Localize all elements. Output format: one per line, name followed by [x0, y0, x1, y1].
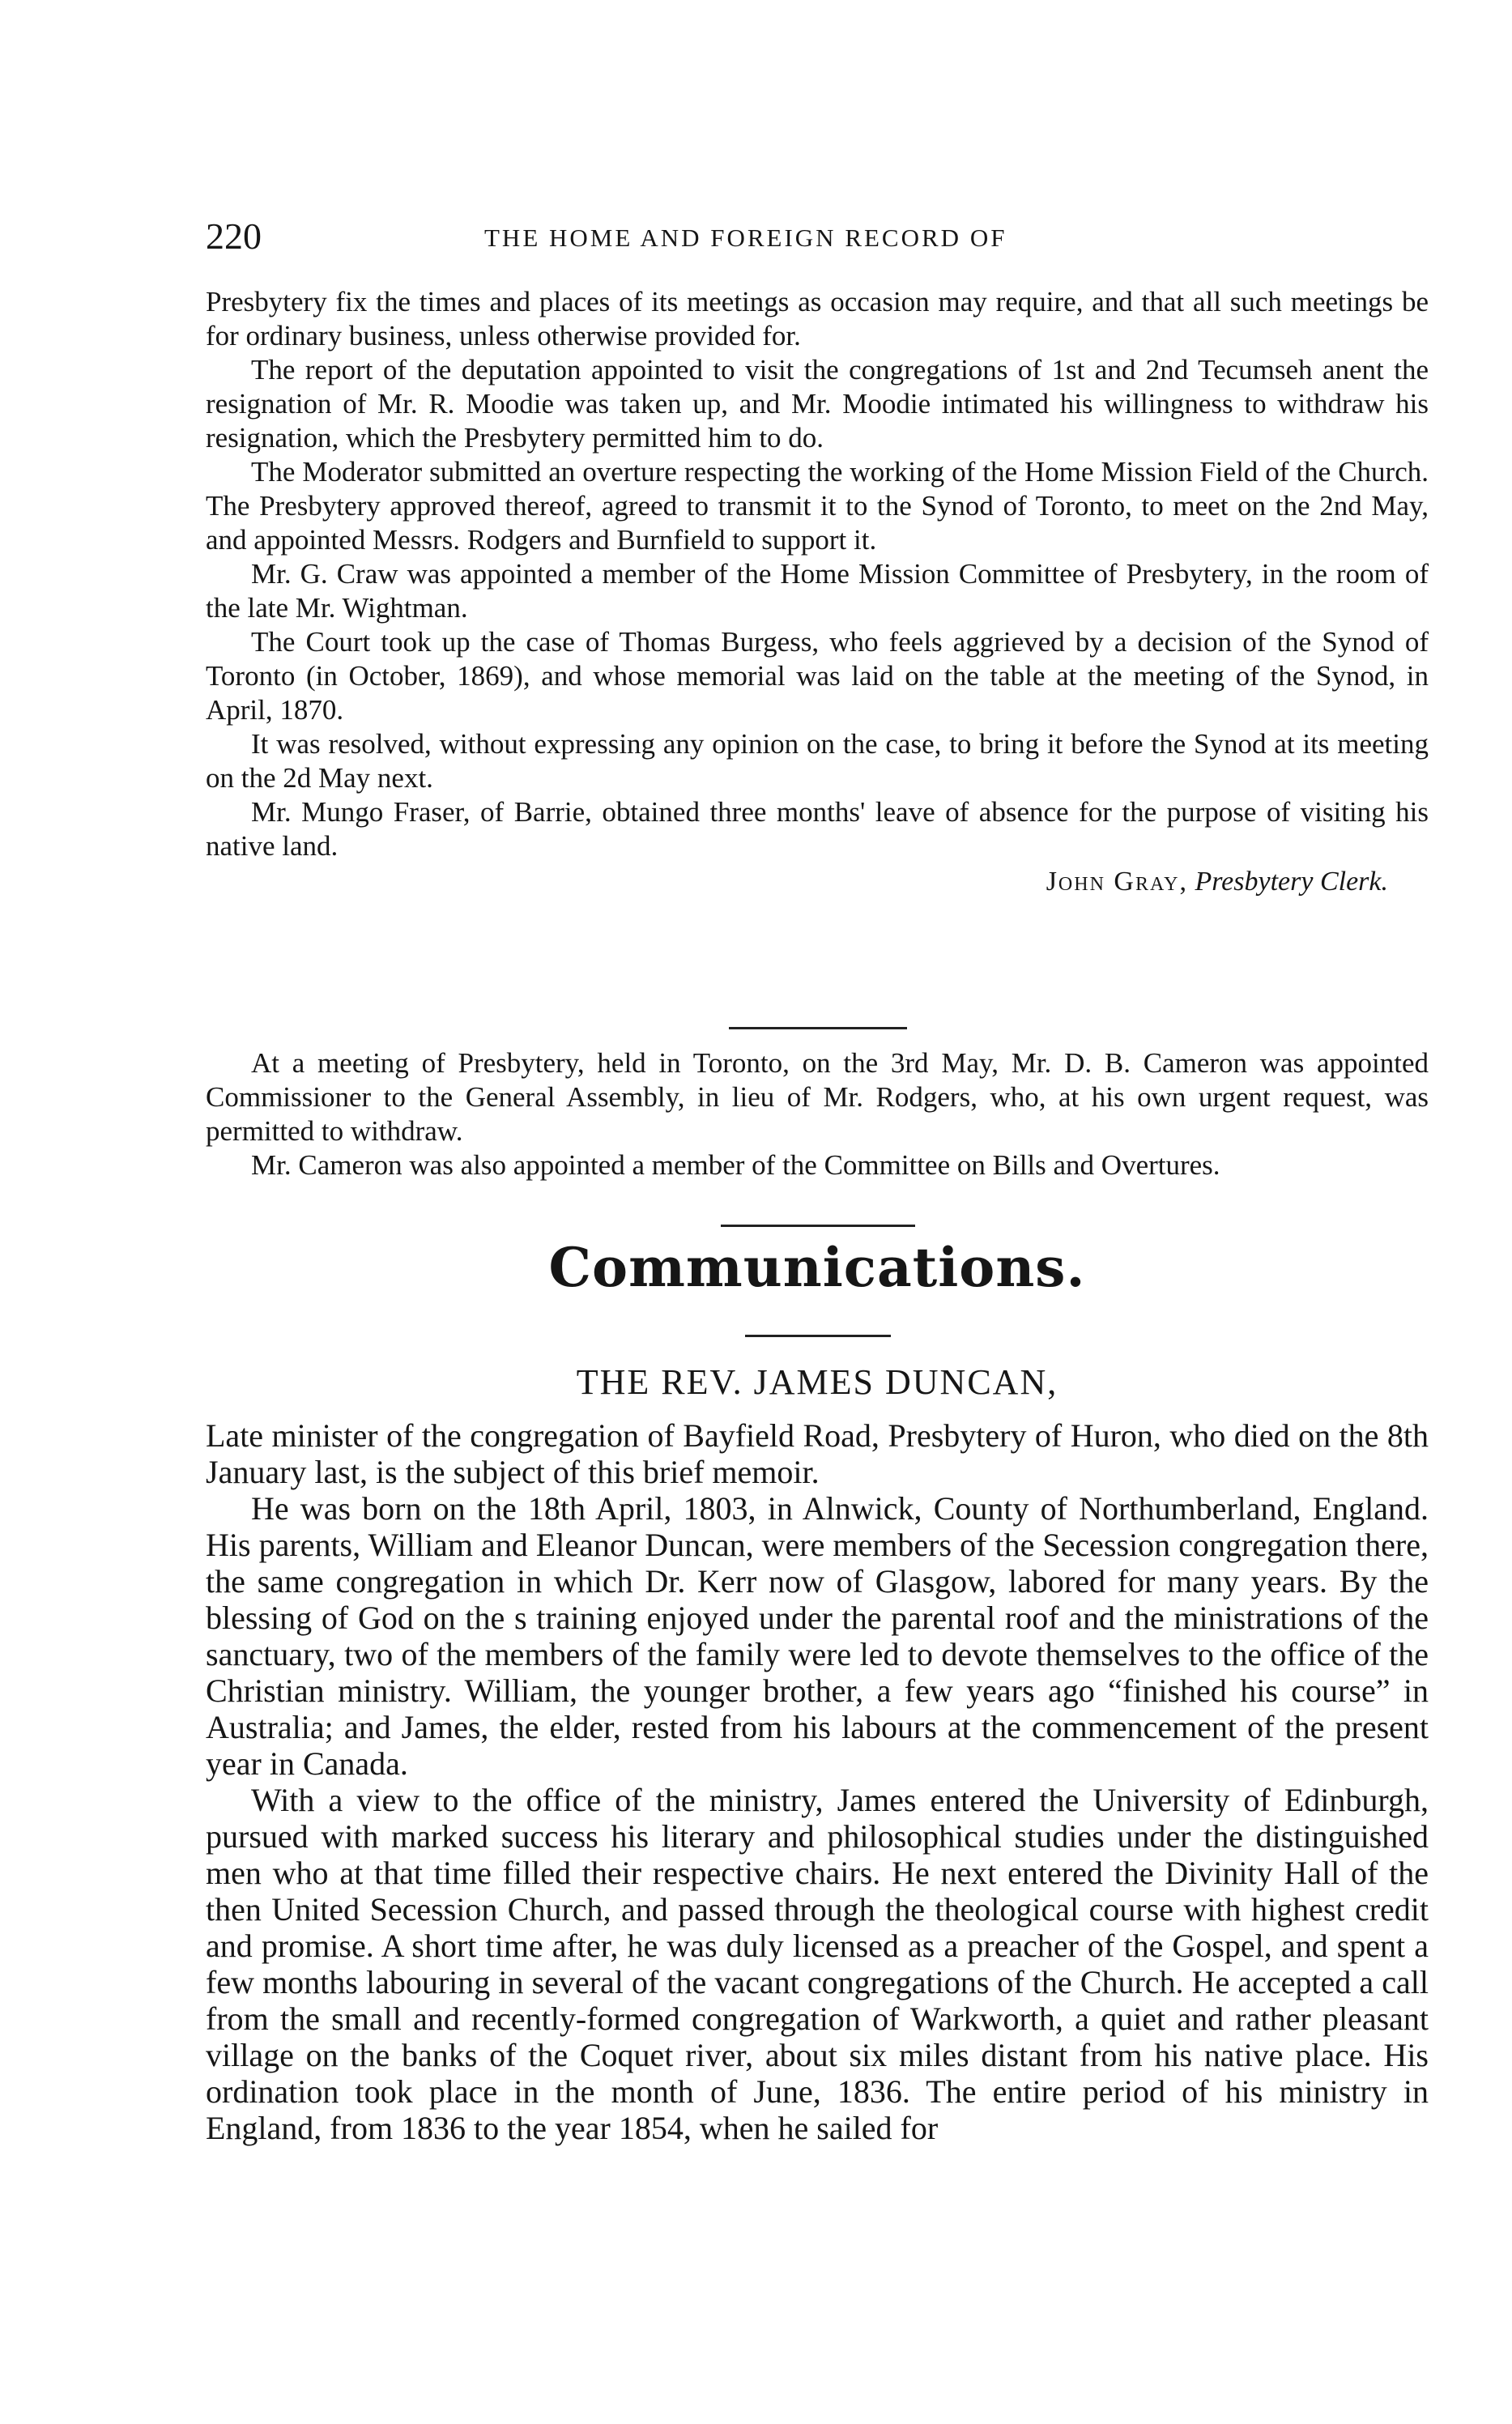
section-heading: Communications. — [548, 1236, 1086, 1299]
memoir-paragraph: With a view to the office of the ministry, James entered the University of Edinburgh, pursued with marked success his literary and philosophical studies under the distinguished men who at that time filled their respective chairs. He next entered the Divinity Hall of the then United Secession Church, and passed through the theological course with highest credit and promise. A short time after, he was duly licensed as a preacher of the Gospel, and spent a few months labouring in several of the vacant congregations of the Church. He accepted a call from the small and recently-formed congregation of Warkworth, a quiet and rather pleasant village on the banks of the Coquet river, about six miles distant from his native place. His ordination took place in the month of June, 1836. The entire period of his ministry in England, from 1836 to the year 1854, when he sailed for — [206, 1782, 1429, 2146]
minutes-paragraph: Presbytery fix the times and places of its meetings as occasion may require, and that all such meetings be for ordinary business, unless otherwise provided for. — [206, 286, 1429, 351]
page-header — [206, 212, 1453, 261]
second-meeting — [206, 1046, 1429, 1182]
minutes-paragraph: The Court took up the case of Thomas Burgess, who feels aggrieved by a decision of the Synod of Toronto (in October, 1869), and whose memorial was laid on the table at the meeting of the Synod, in April, 1870. — [206, 626, 1429, 726]
presbytery-minutes — [206, 285, 1429, 899]
divider-rule — [721, 1225, 915, 1227]
running-title: THE HOME AND FOREIGN RECORD OF — [484, 224, 1007, 252]
signature-name: John Gray, — [1046, 867, 1188, 897]
minutes-paragraph: It was resolved, without expressing any opinion on the case, to bring it before the Synod at its meeting on the 2d May next. — [206, 728, 1429, 794]
minutes-paragraph: Mr. G. Craw was appointed a member of the Home Mission Committee of Presbytery, in the room of the late Mr. Wightman. — [206, 558, 1429, 624]
signature-role: Presbytery Clerk. — [1195, 867, 1388, 897]
article-title: THE REV. JAMES DUNCAN, — [576, 1362, 1058, 1402]
clerk-signature — [206, 865, 1429, 899]
minutes-paragraph: The report of the deputation appointed to visit the congregations of 1st and 2nd Tecumseh anent the resignation of Mr. R. Moodie was taken up, and Mr. Moodie intimated his willingness to withdraw his resignation, which the Presbytery permitted him to do. — [206, 354, 1429, 454]
memoir-paragraph: He was born on the 18th April, 1803, in Alnwick, County of Northumberland, England. His parents, William and Eleanor Duncan, were members of the Secession congregation there, the same congregation in which Dr. Kerr now of Glasgow, labored for many years. By the blessing of God on the s training enjoyed under the parental roof and the ministrations of the sanctuary, two of the members of the family were led to devote themselves to the office of the Christian ministry. William, the younger brother, a few years ago “finished his course” in Australia; and James, the elder, rested from his labours at the commencement of the present year in Canada. — [206, 1490, 1429, 1782]
minutes-paragraph: Mr. Mungo Fraser, of Barrie, obtained three months' leave of absence for the purpose of visiting his native land. — [206, 796, 1429, 862]
minutes-paragraph: The Moderator submitted an overture respecting the working of the Home Mission Field of the Church. The Presbytery approved thereof, agreed to transmit it to the Synod of Toronto, to meet on the 2nd May, and appointed Messrs. Rodgers and Burnfield to support it. — [206, 456, 1429, 556]
memoir-body — [206, 1417, 1429, 2146]
page-number: 220 — [206, 215, 262, 257]
meeting-paragraph: At a meeting of Presbytery, held in Toronto, on the 3rd May, Mr. D. B. Cameron was appointed Commissioner to the General Assembly, in lieu of Mr. Rodgers, who, at his own urgent request, was permitted to withdraw. — [206, 1047, 1429, 1147]
divider-rule — [729, 1027, 907, 1029]
memoir-paragraph: Late minister of the congregation of Bayfield Road, Presbytery of Huron, who died on the 8th January last, is the subject of this brief memoir. — [206, 1417, 1429, 1490]
meeting-paragraph: Mr. Cameron was also appointed a member of the Committee on Bills and Overtures. — [251, 1149, 1220, 1181]
divider-rule — [745, 1335, 891, 1337]
